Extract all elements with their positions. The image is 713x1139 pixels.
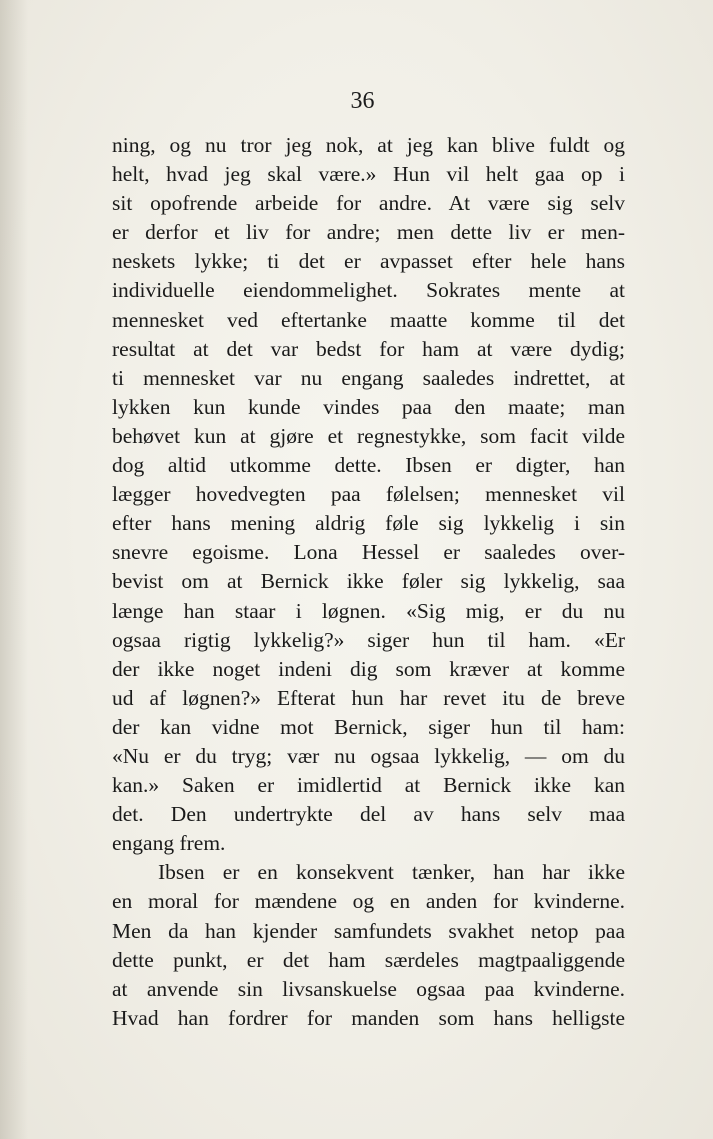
text-line: lægger hovedvegten paa følelsen; mennesket vil (112, 482, 625, 507)
text-line: at anvende sin livsanskuelse ogsaa paa kvinderne. (112, 976, 625, 1001)
text-line: dog altid utkomme dette. Ibsen er digter, han (112, 453, 625, 478)
text-line: neskets lykke; ti det er avpasset efter hele hans (112, 249, 625, 274)
text-line: engang frem. (112, 831, 226, 856)
text-line: efter hans mening aldrig føle sig lykkelig i sin (112, 511, 625, 536)
text-line: Hvad han fordrer for manden som hans helligste (112, 1005, 625, 1030)
text-line: snevre egoisme. Lona Hessel er saaledes over- (112, 540, 625, 565)
text-line: der kan vidne mot Bernick, siger hun til ham: (112, 714, 625, 739)
text-line: ning, og nu tror jeg nok, at jeg kan blive fuldt og (112, 133, 625, 157)
text-line: ogsaa rigtig lykkelig?» siger hun til ham. «Er (112, 627, 625, 652)
text-line: er derfor et liv for andre; men dette liv er men- (112, 220, 625, 245)
text-line: resultat at det var bedst for ham at være dydig; (112, 336, 625, 361)
text-line: helt, hvad jeg skal være.» Hun vil helt gaa op i (112, 162, 625, 187)
text-line: længe han staar i løgnen. «Sig mig, er du nu (112, 598, 625, 623)
page-number: 36 (350, 88, 375, 114)
text-line: en moral for mændene og en anden for kvinderne. (112, 889, 625, 914)
body-text (112, 131, 625, 1033)
text-line: individuelle eiendommelighet. Sokrates mente at (112, 278, 625, 303)
text-line: ud af løgnen?» Efterat hun har revet itu de breve (112, 685, 625, 710)
text-line: kan.» Saken er imidlertid at Bernick ikke kan (112, 773, 625, 798)
page-edge-shadow (0, 0, 28, 1139)
text-line: «Nu er du tryg; vær nu ogsaa lykkelig, — om du (112, 743, 625, 768)
text-line: mennesket ved eftertanke maatte komme til det (112, 307, 625, 332)
text-line: lykken kun kunde vindes paa den maate; man (112, 394, 625, 419)
text-line: Ibsen er en konsekvent tænker, han har ikke (158, 860, 625, 885)
text-line: sit opofrende arbeide for andre. At være sig selv (112, 191, 625, 216)
text-line: Men da han kjender samfundets svakhet netop paa (112, 918, 625, 943)
text-line: behøvet kun at gjøre et regnestykke, som facit vilde (112, 423, 625, 448)
text-line: det. Den undertrykte del av hans selv maa (112, 802, 625, 827)
text-line: der ikke noget indeni dig som kræver at komme (112, 656, 625, 681)
text-line: ti mennesket var nu engang saaledes indrettet, at (112, 365, 625, 390)
text-line: dette punkt, er det ham særdeles magtpaaliggende (112, 947, 625, 972)
text-line: bevist om at Bernick ikke føler sig lykkelig, saa (112, 569, 625, 594)
